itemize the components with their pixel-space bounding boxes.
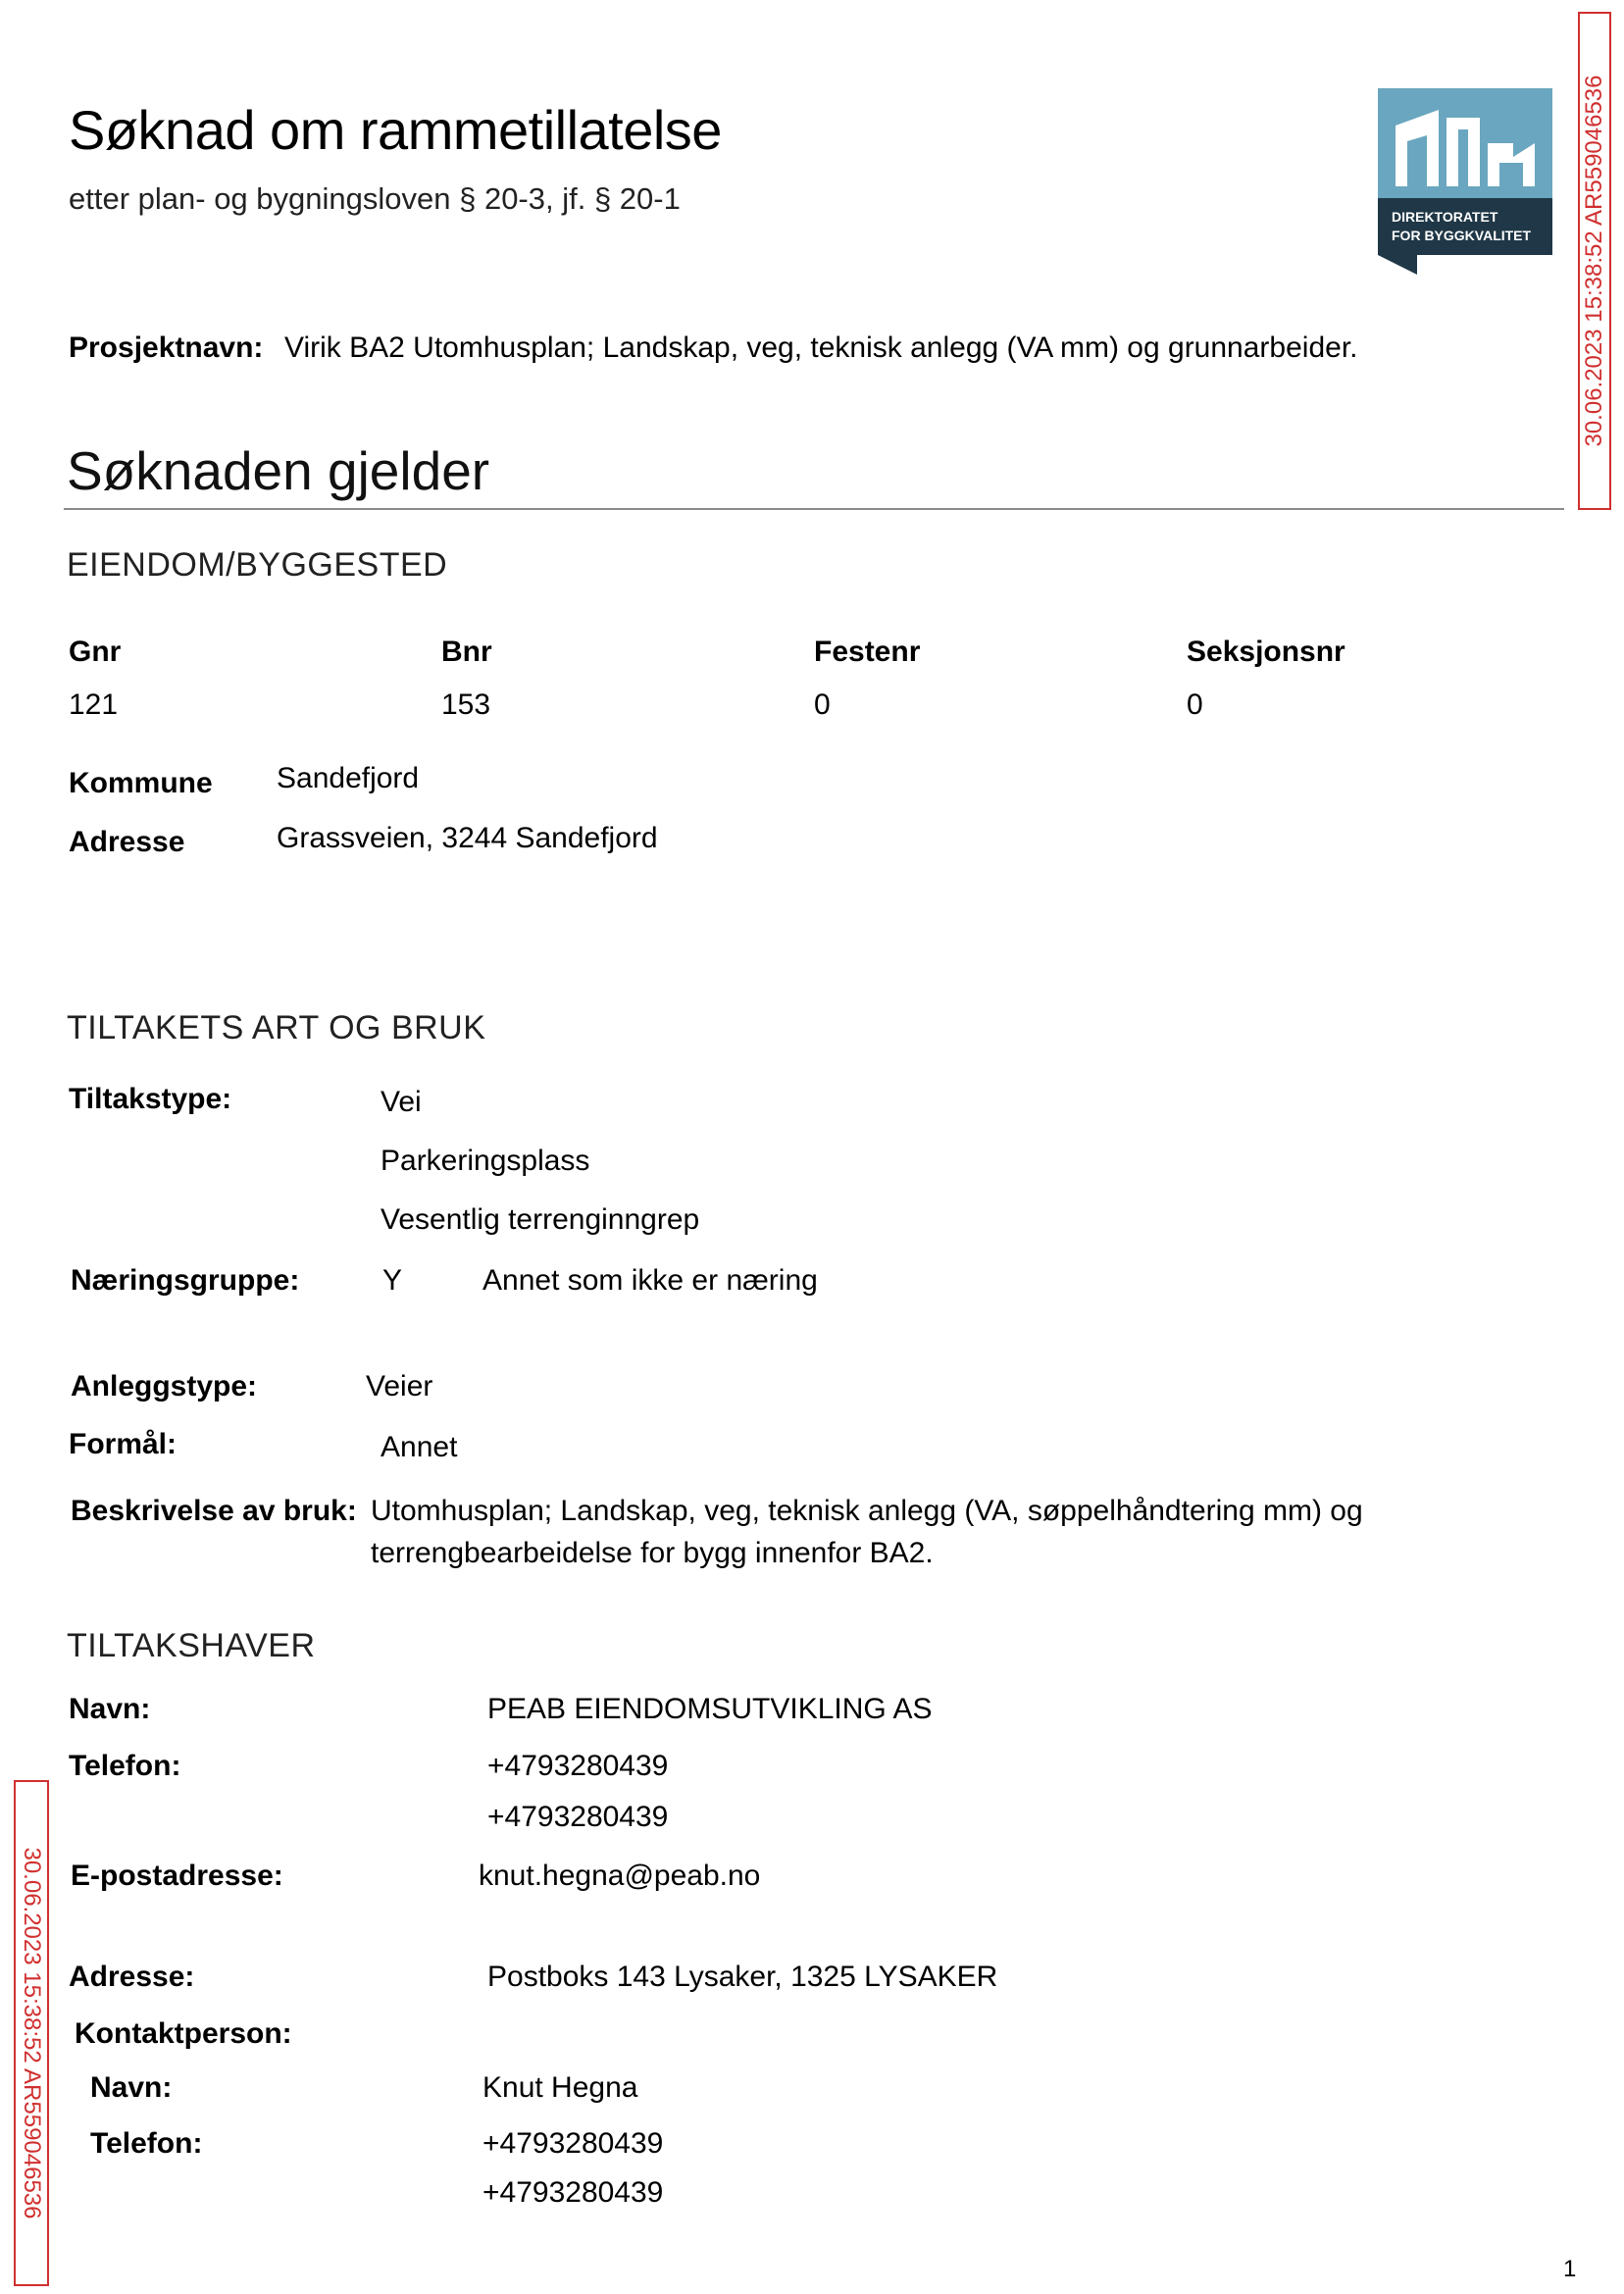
festenr-value: 0 xyxy=(814,688,831,721)
document-title: Søknad om rammetillatelse xyxy=(69,99,722,161)
festenr-label: Festenr xyxy=(814,636,921,668)
tiltakshaver-adresse-value: Postboks 143 Lysaker, 1325 LYSAKER xyxy=(487,1961,998,1993)
tiltak-heading: TILTAKETS ART OG BRUK xyxy=(67,1009,486,1046)
tiltakshaver-navn-label: Navn: xyxy=(69,1693,151,1725)
adresse-label: Adresse xyxy=(69,826,185,858)
beskrivelse-line2: terrengbearbeidelse for bygg innenfor BA2. xyxy=(371,1537,934,1569)
kommune-label: Kommune xyxy=(69,767,213,799)
tiltakshaver-telefon-value: +4793280439 xyxy=(487,1750,669,1782)
dibk-logo xyxy=(1378,88,1552,275)
tiltakstype-item: Vesentlig terrenginngrep xyxy=(381,1203,700,1236)
beskrivelse-label: Beskrivelse av bruk: xyxy=(71,1495,357,1527)
seksjonsnr-value: 0 xyxy=(1187,688,1203,721)
formal-value: Annet xyxy=(381,1431,458,1463)
project-value: Virik BA2 Utomhusplan; Landskap, veg, teknisk anlegg (VA mm) og grunnarbeider. xyxy=(284,331,1358,364)
tiltakshaver-telefon-value: +4793280439 xyxy=(487,1801,669,1833)
logo-text-line1: DIREKTORATET xyxy=(1392,209,1498,225)
adresse-value: Grassveien, 3244 Sandefjord xyxy=(277,822,658,854)
tiltakstype-item: Parkeringsplass xyxy=(381,1145,590,1177)
section-divider xyxy=(64,508,1564,510)
tiltakshaver-heading: TILTAKSHAVER xyxy=(67,1627,316,1664)
date-stamp-left xyxy=(14,1780,49,2286)
bnr-value: 153 xyxy=(441,688,491,721)
anleggstype-value: Veier xyxy=(366,1370,433,1402)
gnr-value: 121 xyxy=(69,688,119,721)
stamp-text-right: 30.06.2023 15:38:52 AR559046536 xyxy=(1581,75,1607,447)
kontakt-telefon-label: Telefon: xyxy=(90,2127,203,2160)
kontaktperson-label: Kontaktperson: xyxy=(75,2017,292,2050)
bnr-label: Bnr xyxy=(441,636,492,668)
gnr-label: Gnr xyxy=(69,636,122,668)
naeringsgruppe-text: Annet som ikke er næring xyxy=(482,1264,818,1297)
tiltakstype-item: Vei xyxy=(381,1086,422,1118)
tiltakshaver-navn-value: PEAB EIENDOMSUTVIKLING AS xyxy=(487,1693,933,1725)
section-title: Søknaden gjelder xyxy=(67,440,490,501)
seksjonsnr-label: Seksjonsnr xyxy=(1187,636,1345,668)
epost-value: knut.hegna@peab.no xyxy=(479,1860,761,1892)
tiltakstype-label: Tiltakstype: xyxy=(69,1083,232,1115)
anleggstype-label: Anleggstype: xyxy=(71,1370,258,1402)
page-number: 1 xyxy=(1563,2256,1577,2282)
beskrivelse-line1: Utomhusplan; Landskap, veg, teknisk anlegg (VA, søppelhåndtering mm) og xyxy=(371,1495,1363,1527)
project-label: Prosjektnavn: xyxy=(69,331,264,364)
tiltakshaver-telefon-label: Telefon: xyxy=(69,1750,181,1782)
document-subtitle: etter plan- og bygningsloven § 20-3, jf. § 20-1 xyxy=(69,181,681,216)
epost-label: E-postadresse: xyxy=(71,1860,283,1892)
logo-text-line2: FOR BYGGKVALITET xyxy=(1392,228,1532,243)
eiendom-heading: EIENDOM/BYGGESTED xyxy=(67,546,448,584)
kontakt-telefon-value: +4793280439 xyxy=(482,2127,664,2160)
kontakt-telefon-value: +4793280439 xyxy=(482,2176,664,2209)
formal-label: Formål: xyxy=(69,1428,178,1460)
date-stamp-right xyxy=(1578,12,1611,510)
kommune-value: Sandefjord xyxy=(277,762,420,794)
tiltakshaver-adresse-label: Adresse: xyxy=(69,1961,195,1993)
stamp-text-left: 30.06.2023 15:38:52 AR559046536 xyxy=(19,1847,45,2219)
kontakt-navn-label: Navn: xyxy=(90,2071,173,2104)
naeringsgruppe-label: Næringsgruppe: xyxy=(71,1264,300,1297)
naeringsgruppe-code: Y xyxy=(382,1264,403,1297)
kontakt-navn-value: Knut Hegna xyxy=(482,2071,638,2104)
